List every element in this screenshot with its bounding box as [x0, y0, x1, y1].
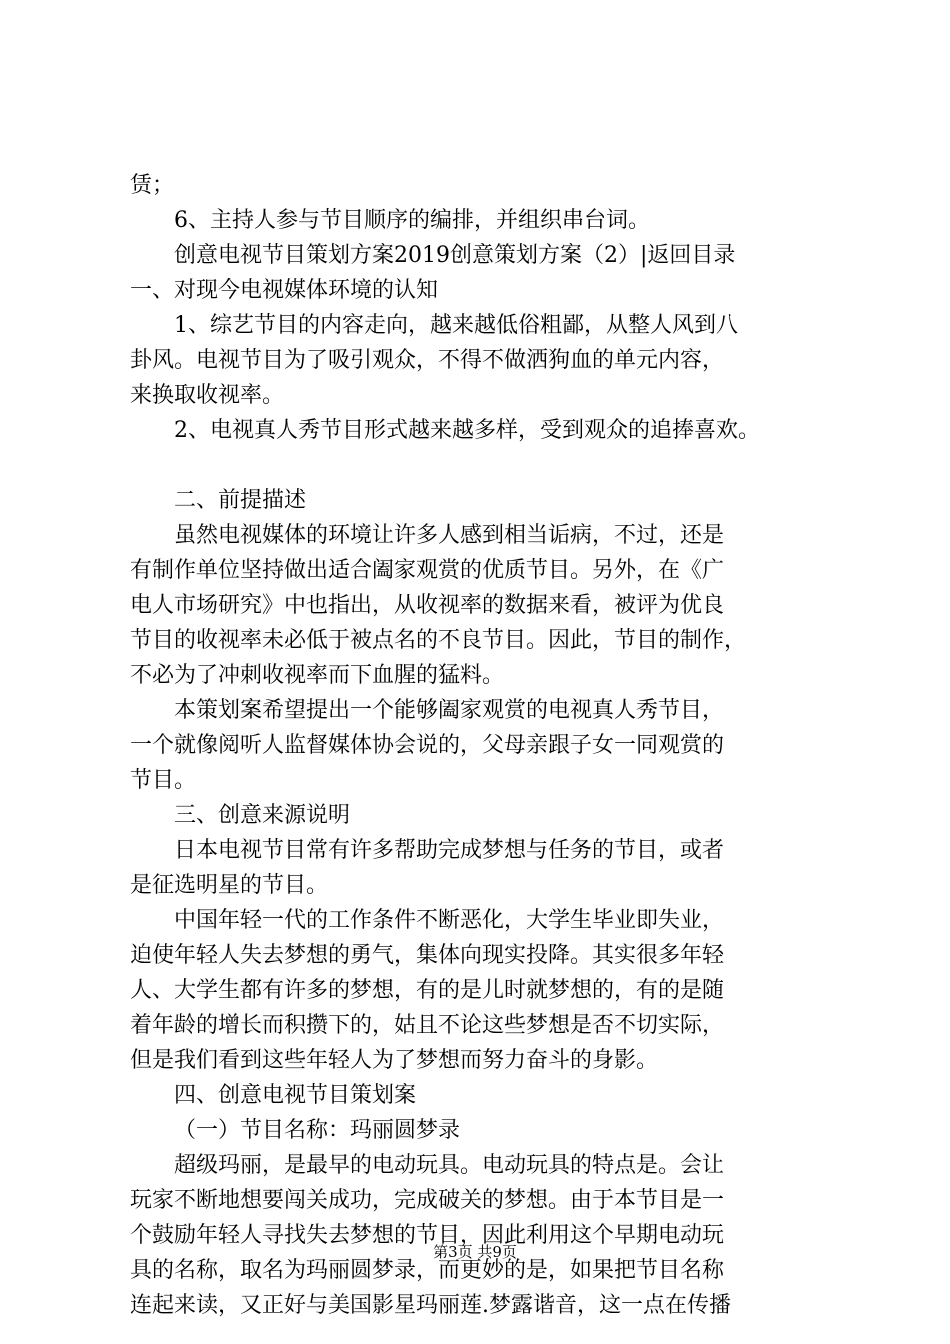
page-number-footer: 第3页 共9页	[433, 1243, 517, 1261]
section-heading: 三、创意来源说明	[174, 803, 351, 828]
text-line: 个鼓励年轻人寻找失去梦想的节目，因此利用这个早期电动玩	[130, 1223, 725, 1248]
text-line: 玩家不断地想要闯关成功，完成破关的梦想。由于本节目是一	[130, 1188, 725, 1213]
text-line: 中国年轻一代的工作条件不断恶化，大学生毕业即失业，	[174, 908, 725, 933]
text-line: 卦风。电视节目为了吸引观众，不得不做洒狗血的单元内容，	[130, 348, 725, 373]
text-line: 有制作单位坚持做出适合阖家观赏的优质节目。另外，在《广	[130, 558, 725, 583]
text-line: 人、大学生都有许多的梦想，有的是儿时就梦想的，有的是随	[130, 978, 725, 1003]
text-line: 但是我们看到这些年轻人为了梦想而努力奋斗的身影。	[130, 1048, 659, 1073]
text-line: 1、综艺节目的内容走向，越来越低俗粗鄙，从整人风到八	[174, 313, 738, 338]
blank-line	[130, 448, 830, 483]
text-line: 来换取收视率。	[130, 383, 285, 408]
body-text	[130, 168, 830, 1323]
text-line: 具的名称，取名为玛丽圆梦录，而更妙的是，如果把节目名称	[130, 1258, 725, 1283]
text-line: 虽然电视媒体的环境让许多人感到相当诟病，不过，还是	[174, 523, 725, 548]
text-line: 迫使年轻人失去梦想的勇气，集体向现实投降。其实很多年轻	[130, 943, 725, 968]
text-line: 2、电视真人秀节目形式越来越多样，受到观众的追捧喜欢。	[174, 418, 760, 443]
text-line: 日本电视节目常有许多帮助完成梦想与任务的节目，或者	[174, 838, 725, 863]
text-line: 连起来读，又正好与美国影星玛丽莲.梦露谐音，这一点在传播	[130, 1293, 731, 1318]
subsection-heading: （一）节目名称：玛丽圆梦录	[174, 1118, 461, 1143]
text-line-link-back: 创意电视节目策划方案2019创意策划方案（2）|返回目录	[174, 243, 736, 268]
text-line: 是征选明星的节目。	[130, 873, 329, 898]
text-line: 不必为了冲刺收视率而下血腥的猛料。	[130, 663, 505, 688]
text-line: 超级玛丽，是最早的电动玩具。电动玩具的特点是。会让	[174, 1153, 725, 1178]
text-line: 赁；	[130, 173, 175, 198]
text-line: 6、主持人参与节目顺序的编排，并组织串台词。	[174, 208, 650, 233]
text-line: 一个就像阅听人监督媒体协会说的，父母亲跟子女一同观赏的	[130, 733, 725, 758]
text-line: 节目的收视率未必低于被点名的不良节目。因此，节目的制作，	[130, 628, 747, 653]
section-heading: 一、对现今电视媒体环境的认知	[130, 278, 439, 303]
section-heading: 四、创意电视节目策划案	[174, 1083, 417, 1108]
text-line: 本策划案希望提出一个能够阖家观赏的电视真人秀节目，	[174, 698, 725, 723]
text-line: 电人市场研究》中也指出，从收视率的数据来看，被评为优良	[130, 593, 725, 618]
section-heading: 二、前提描述	[174, 488, 307, 513]
text-line: 着年龄的增长而积攒下的，姑且不论这些梦想是否不切实际，	[130, 1013, 725, 1038]
text-line: 节目。	[130, 768, 197, 793]
